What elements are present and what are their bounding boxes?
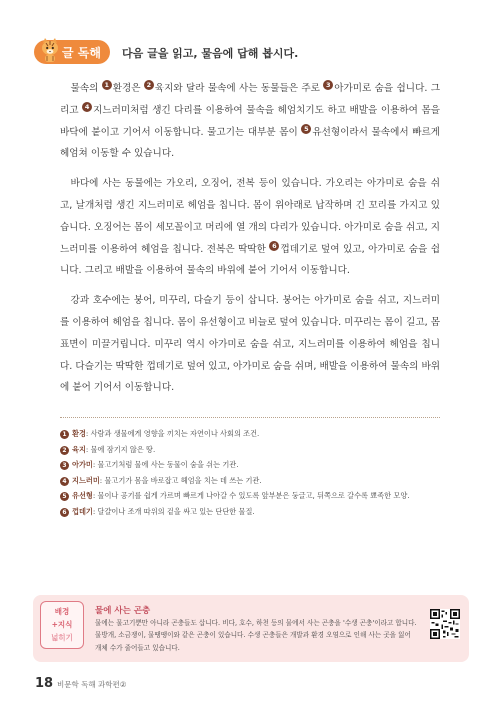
footnote-term: 껍데기 — [72, 506, 93, 516]
footnote-number: 1 — [60, 430, 69, 439]
text-run: 지느러미처럼 생긴 다리를 이용하여 물속을 헤엄치기도 하고 배발을 이용하여 몸을 바닥에 붙이고 기어서 이동합니다. 물고기는 대부분 몸이 — [60, 104, 440, 138]
footnote-term: 아가미 — [72, 460, 93, 470]
footnote-ref: 5 — [301, 124, 311, 134]
instruction-text: 다음 글을 읽고, 물음에 답해 봅시다. — [122, 47, 299, 60]
text-run: 유선형이라서 물속에서 빠르게 헤엄쳐 이동할 수 있습니다. — [60, 126, 441, 160]
text-run: 바다에 사는 동물에는 가오리, 오징어, 전복 등이 있습니다. 가오리는 아가미로 숨을 쉬고, 날개처럼 생긴 지느러미로 헤엄을 칩니다. 몸이 위아래로 납작하며 긴 꼬리를 가지고 있습니다. 오징어는 몸이 세모꼴이고 머리에 열 개의 다리가 있습니다. 아가미로 숨을 쉬고, 지느러미를 이용하여 헤엄을 칩니다. 전복은 딱딱한 — [60, 178, 440, 255]
footnote-term: 지느러미 — [72, 475, 100, 485]
page-number: 18 — [35, 676, 54, 691]
paragraph-1 — [60, 78, 440, 165]
background-knowledge-tag — [40, 601, 84, 649]
footnote-term: 환경 — [72, 429, 86, 438]
section-header — [34, 38, 474, 66]
footnote-item — [60, 488, 450, 504]
footnote-item — [60, 504, 450, 520]
footnote-number: 2 — [60, 446, 69, 455]
tag-line: +지식 — [51, 620, 73, 629]
book-title: 비문학 독해 과학편② — [57, 680, 127, 689]
text-run: 물속의 — [70, 83, 102, 94]
dotted-divider — [60, 417, 440, 418]
footnote-number: 4 — [60, 477, 69, 486]
section-badge — [34, 40, 110, 64]
text-run: 육지와 달라 물속에 사는 동물들은 주로 — [154, 83, 324, 94]
footnote-definition: : 달걀이나 조개 따위의 겉을 싸고 있는 단단한 물질. — [92, 506, 255, 516]
footnote-number: 5 — [60, 492, 69, 501]
article-body — [60, 78, 440, 407]
background-knowledge-box — [33, 595, 469, 662]
footnote-number: 3 — [60, 461, 69, 470]
text-run: 껍데기로 덮여 있고, 아가미로 숨을 쉽니다. 그리고 배발을 이용하여 물속의 바위에 붙어 기어서 이동합니다. — [60, 243, 440, 277]
paragraph-2 — [60, 173, 440, 282]
paragraph-3: 강과 호수에는 붕어, 미꾸리, 다슬기 등이 삽니다. 붕어는 아가미로 숨을 쉬고, 지느러미를 이용하여 헤엄을 칩니다. 몸이 유선형이고 비늘로 덮여 있습니다. 미꾸리는 몸이 길고, 몸 표면이 미끌거립니다. 미꾸리 역시 아가미로 숨을 쉬고, 지느러미를 이용하여 헤엄을 칩니다. 다슬기는 딱딱한 껍데기로 덮여 있고, 아가미로 숨을 쉬며, 배발을 이용하여 물속의 바위에 붙어 기어서 이동합니다. — [60, 295, 440, 394]
tag-line: 넓히기 — [51, 633, 73, 642]
badge-label: 글 독해 — [62, 46, 101, 60]
footnote-ref: 4 — [82, 102, 92, 112]
background-box-text: 물에는 물고기뿐만 아니라 곤충들도 삽니다. 비다, 호수, 하천 등의 물에서 사는 곤충을 '수생 곤충'이라고 합니다. 물방개, 소금쟁이, 물땡땡이와 같은 곤충이 있습니다. 수생 곤충들은 개발과 환경 오염으로 인해 사는 곳을 잃어 개체 수가 줄어들고 있습니다. — [95, 619, 417, 652]
footnote-definition: : 물이나 공기를 쉽게 가르며 빠르게 나아갈 수 있도록 앞부분은 둥글고, 뒤쪽으로 갈수록 뾰족한 모양. — [92, 491, 410, 501]
footnote-ref: 3 — [323, 80, 333, 90]
footnote-ref: 2 — [144, 80, 154, 90]
footnote-item — [60, 426, 450, 442]
qr-code-icon[interactable] — [430, 609, 460, 639]
footnote-definition: : 물고기가 몸을 바로잡고 헤엄을 치는 데 쓰는 기관. — [99, 475, 262, 485]
footnote-item — [60, 457, 450, 473]
tag-line: 배경 — [54, 607, 70, 616]
footnote-definition: : 물에 잠기지 않은 땅. — [85, 444, 156, 454]
background-box-title: 물에 사는 곤충 — [95, 606, 151, 616]
footnote-item — [60, 442, 450, 458]
text-run: 아가미로 숨을 쉽니다. 그리고 — [60, 83, 441, 116]
footnote-definition: : 물고기처럼 물에 사는 동물이 숨을 쉬는 기관. — [92, 460, 239, 470]
footnote-term: 유선형 — [72, 491, 93, 501]
footnote-term: 육지 — [72, 444, 86, 454]
footnote-number: 6 — [60, 508, 69, 517]
footnote-item — [60, 473, 450, 489]
text-run: 환경은 — [112, 83, 144, 94]
footnote-list — [60, 426, 450, 520]
tiger-mascot-icon — [40, 37, 60, 63]
footnote-ref: 1 — [102, 80, 112, 90]
footnote-ref: 6 — [269, 241, 279, 251]
footnote-definition: : 사람과 생물에게 영향을 끼치는 자연이나 사회의 조건. — [85, 429, 260, 438]
